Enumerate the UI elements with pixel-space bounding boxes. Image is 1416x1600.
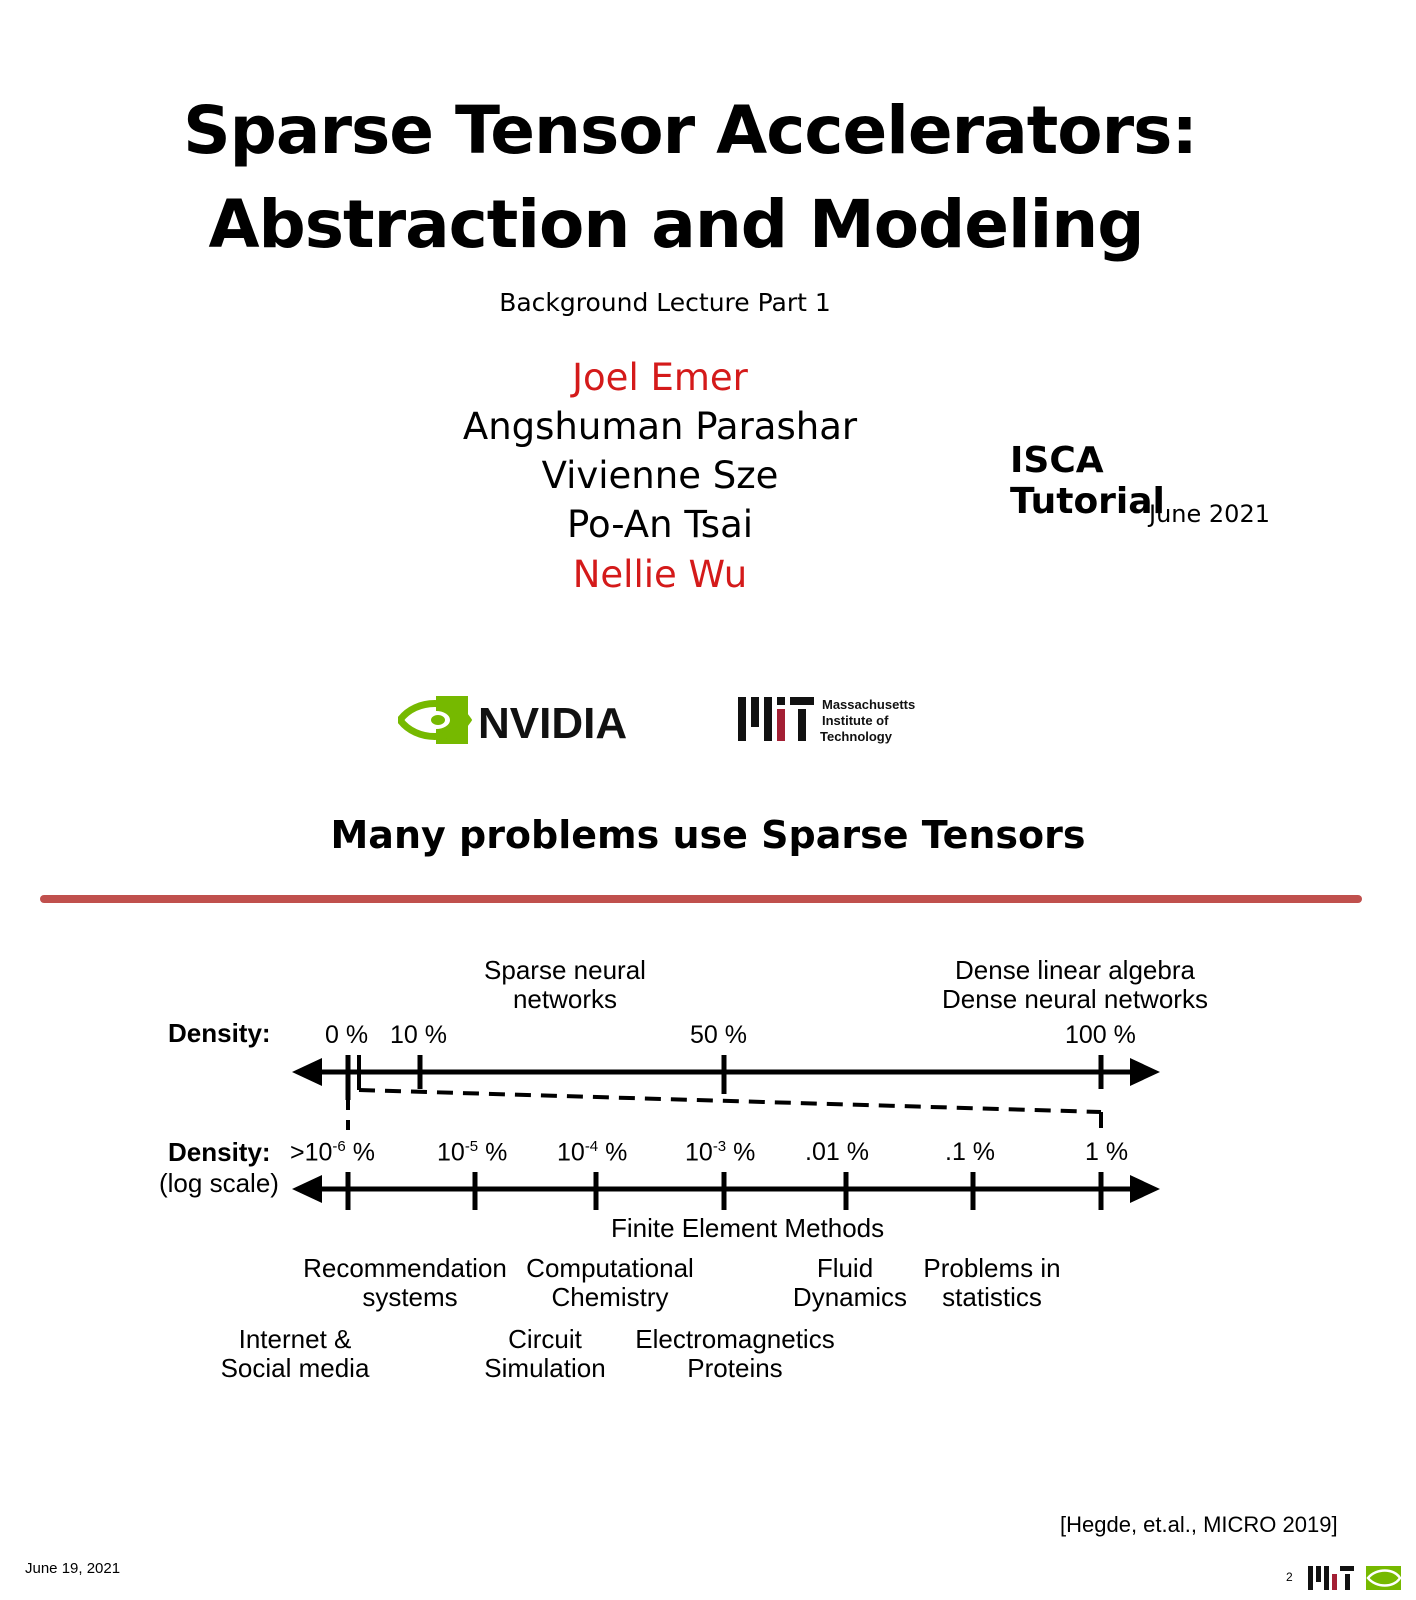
log-axis-right-arrow — [1130, 1175, 1160, 1203]
footer-mit-bar-3 — [1324, 1566, 1329, 1590]
app-comp-chem-line2: Chemistry — [551, 1282, 669, 1312]
author-joel-emer: Joel Emer — [572, 356, 748, 399]
app-em-line1: Electromagnetics — [635, 1324, 835, 1354]
footer-mit-bar-2 — [1316, 1566, 1321, 1582]
title-line-2: Abstraction and Modeling — [208, 186, 1144, 263]
log-tick-label-1e-6: $>10^{-6}$ % — [290, 1138, 375, 1167]
app-internet-line1: Internet & — [238, 1324, 352, 1354]
log-tick-label-1: 1 % — [1085, 1138, 1129, 1166]
footer-mit-bar-1 — [1308, 1566, 1313, 1590]
title-line-1: Sparse Tensor Accelerators: — [183, 92, 1197, 169]
tick-10-percent: 10 % — [390, 1021, 447, 1049]
nvidia-wordmark: NVIDIA — [478, 699, 628, 748]
citation: [Hegde, et.al., MICRO 2019] — [1060, 1512, 1338, 1537]
log-tick-label-1e-5: $10^{-5}$ % — [437, 1138, 508, 1167]
zoom-dashed-diagonal — [359, 1090, 1101, 1112]
page-number: 2 — [1286, 1570, 1293, 1584]
log-tick-label-0.01: .01 % — [805, 1138, 869, 1166]
annotation-sparse-neural-line1: Sparse neural — [484, 955, 646, 985]
app-finite-element: Finite Element Methods — [611, 1213, 885, 1243]
app-fluid-line1: Fluid — [816, 1253, 874, 1283]
mit-name-line1: Massachusetts — [822, 697, 916, 712]
mit-name-line3: Technology — [820, 729, 892, 744]
app-circuit-line2: Simulation — [484, 1353, 606, 1383]
log-tick-label-0.1: .1 % — [945, 1138, 996, 1166]
author-nellie-wu: Nellie Wu — [572, 553, 748, 596]
event-name: ISCA Tutorial — [1010, 440, 1165, 522]
footer-mit-bar-4 — [1332, 1574, 1337, 1590]
subtitle: Background Lecture Part 1 — [499, 288, 831, 317]
log-tick-label-1e-4: $10^{-4}$ % — [557, 1138, 628, 1167]
log-tick-label-1e-3: $10^{-3}$ % — [685, 1138, 756, 1167]
app-recommendation-line2: systems — [362, 1282, 458, 1312]
app-stats-line2: statistics — [942, 1282, 1042, 1312]
author-po-an-tsai: Po-An Tsai — [566, 503, 754, 546]
tick-0-percent: 0 % — [325, 1021, 369, 1049]
annotation-sparse-neural-line2: networks — [512, 984, 618, 1014]
app-recommendation-line1: Recommendation — [303, 1253, 507, 1283]
slide-title: Many problems use Sparse Tensors — [330, 813, 1086, 857]
app-comp-chem-line1: Computational — [526, 1253, 694, 1283]
linear-axis-right-arrow — [1130, 1058, 1160, 1086]
log-scale-note: (log scale) — [159, 1168, 279, 1198]
linear-axis-left-arrow — [292, 1058, 322, 1086]
app-fluid-line2: Dynamics — [792, 1282, 908, 1312]
tick-50-percent: 50 % — [690, 1021, 747, 1049]
footer-logos — [1308, 1562, 1403, 1594]
app-em-line2: Proteins — [687, 1353, 783, 1383]
author-angshuman-parashar: Angshuman Parashar — [462, 405, 858, 448]
app-stats-line1: Problems in — [923, 1253, 1061, 1283]
annotation-dense-line2: Dense neural networks — [942, 984, 1208, 1014]
event-date: June 2021 — [1149, 500, 1270, 528]
mit-name-line2: Institute of — [822, 713, 889, 728]
log-axis-left-arrow — [292, 1175, 322, 1203]
footer-date: June 19, 2021 — [25, 1560, 121, 1577]
tick-100-percent: 100 % — [1065, 1021, 1136, 1049]
annotation-dense-line1: Dense linear algebra — [955, 955, 1195, 985]
app-internet-line2: Social media — [220, 1353, 370, 1383]
app-circuit-line1: Circuit — [508, 1324, 582, 1354]
log-density-label: Density: — [168, 1137, 271, 1167]
density-label: Density: — [168, 1018, 271, 1048]
footer-mit-bar-5 — [1340, 1566, 1354, 1571]
footer-mit-bar-6 — [1345, 1574, 1350, 1590]
author-vivienne-sze: Vivienne Sze — [541, 454, 779, 497]
